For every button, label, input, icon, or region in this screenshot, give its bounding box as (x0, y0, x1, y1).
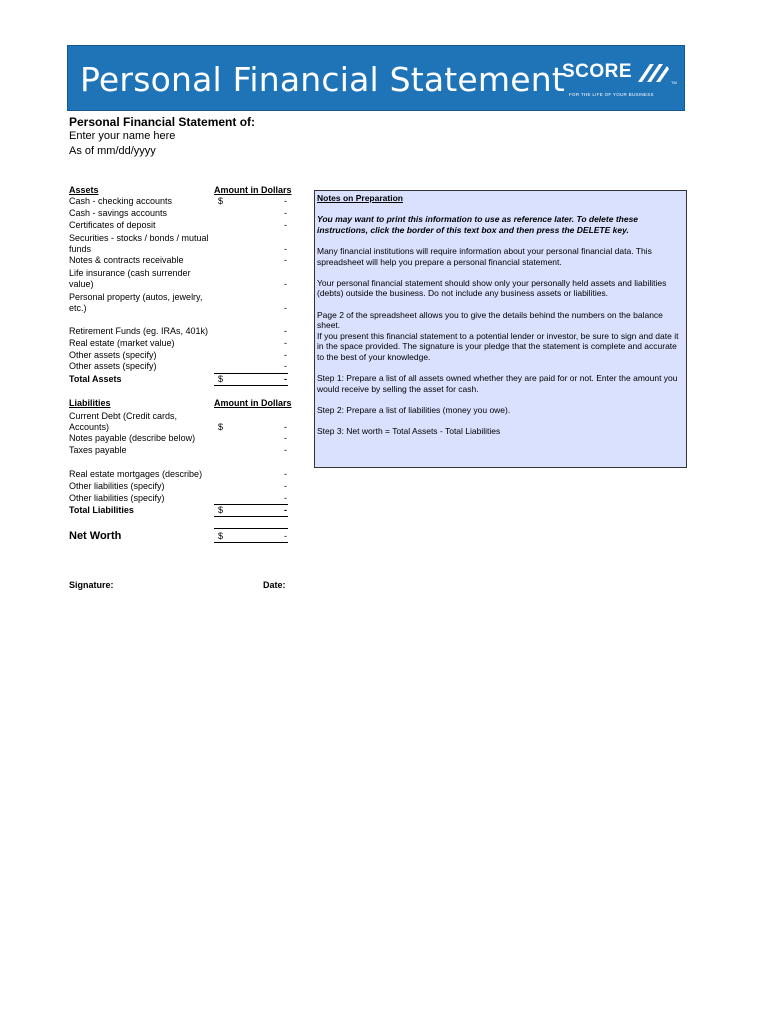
logo-word: SCORE (562, 61, 633, 82)
asset-row-value[interactable]: - (284, 361, 287, 371)
asset-row-value[interactable]: - (284, 220, 287, 230)
asset-row-label: Other assets (specify) (69, 350, 157, 360)
liability-row-value[interactable]: - (284, 422, 287, 432)
asset-row-value[interactable]: - (284, 255, 287, 265)
asset-row-label: Securities - stocks / bonds / mutual funds (69, 233, 209, 254)
liability-row-value[interactable]: - (284, 481, 287, 491)
asset-row-value[interactable]: - (284, 279, 287, 289)
asset-row-label: Personal property (autos, jewelry, etc.) (69, 292, 203, 313)
asset-row-label: Other assets (specify) (69, 361, 157, 371)
notes-paragraph: Page 2 of the spreadsheet allows you to give the details behind the numbers on the balance sheet. (317, 309, 663, 331)
liability-row-label: Other liabilities (specify) (69, 493, 165, 503)
logo-slashes-icon (630, 60, 670, 84)
name-field[interactable]: Enter your name here (69, 130, 176, 142)
date-label: Date: (263, 580, 286, 590)
notes-step: Step 3: Net worth = Total Assets - Total Liabilities (317, 426, 501, 437)
logo-tagline: FOR THE LIFE OF YOUR BUSINESS (569, 92, 654, 97)
liabilities-amount-header: Amount in Dollars (214, 398, 292, 408)
total-rule (214, 385, 288, 386)
notes-paragraph: Many financial institutions will require information about your personal financial data. This spreadsheet will help you prepare a personal financial statement. (317, 245, 652, 267)
asset-row-value[interactable]: - (284, 338, 287, 348)
asset-row-value[interactable]: - (284, 303, 287, 313)
liability-row-value[interactable]: - (284, 493, 287, 503)
currency-symbol: $ (218, 374, 224, 384)
date-field[interactable]: As of mm/dd/yyyy (69, 145, 156, 157)
title-banner (67, 45, 685, 111)
currency-symbol: $ (218, 505, 224, 515)
notes-text-box[interactable] (314, 190, 687, 468)
assets-amount-header: Amount in Dollars (214, 185, 292, 195)
logo-trademark: TM (671, 80, 677, 85)
liability-row-label: Real estate mortgages (describe) (69, 469, 203, 479)
liability-row-label: Taxes payable (69, 445, 127, 455)
asset-row-value[interactable]: - (284, 326, 287, 336)
liability-row-label: Current Debt (Credit cards, Accounts) (69, 411, 178, 432)
liability-row-label: Other liabilities (specify) (69, 481, 165, 491)
currency-symbol: $ (218, 531, 224, 541)
currency-symbol: $ (218, 422, 224, 432)
asset-row-value[interactable]: - (284, 350, 287, 360)
total-assets-value: - (284, 374, 287, 384)
currency-symbol: $ (218, 196, 224, 206)
asset-row-label: Notes & contracts receivable (69, 255, 184, 265)
total-liabilities-label: Total Liabilities (69, 505, 134, 515)
notes-title: Notes on Preparation (317, 193, 403, 203)
notes-paragraph: Your personal financial statement should show only your personally held assets and liabilities (debts) outside the business. Do not include any business assets or liabilities. (317, 277, 667, 299)
statement-heading: Personal Financial Statement of: (69, 115, 256, 129)
asset-row-label: Cash - checking accounts (69, 196, 173, 206)
asset-row-value[interactable]: - (284, 196, 287, 206)
net-worth-rule (214, 542, 288, 543)
total-rule (214, 373, 288, 374)
asset-row-label: Cash - savings accounts (69, 208, 168, 218)
total-rule (214, 516, 288, 517)
notes-step: Step 1: Prepare a list of all assets owned whether they are paid for or not. Enter the amount you would receive by selling the asset for cash. (317, 373, 678, 394)
liability-row-value[interactable]: - (284, 469, 287, 479)
net-worth-label: Net Worth (69, 530, 122, 542)
net-worth-value: - (284, 531, 287, 541)
notes-step: Step 2: Prepare a list of liabilities (money you owe). (317, 404, 511, 415)
signature-label: Signature: (69, 580, 114, 590)
liability-row-label: Notes payable (describe below) (69, 433, 196, 443)
asset-row-label: Retirement Funds (eg. IRAs, 401k) (69, 326, 209, 336)
liability-row-value[interactable]: - (284, 445, 287, 455)
asset-row-label: Real estate (market value) (69, 338, 175, 348)
net-worth-rule (214, 528, 288, 529)
asset-row-value[interactable]: - (284, 208, 287, 218)
asset-row-label: Life insurance (cash surrender value) (69, 268, 191, 289)
page-title: Personal Financial Statement (80, 60, 566, 99)
notes-instruction: You may want to print this information to use as reference later. To delete these instructions, click the border of this text box and then press the DELETE key. (317, 214, 639, 235)
score-logo (562, 59, 678, 101)
liability-row-value[interactable]: - (284, 433, 287, 443)
asset-row-value[interactable]: - (284, 244, 287, 254)
asset-row-label: Certificates of deposit (69, 220, 156, 230)
total-assets-label: Total Assets (69, 374, 122, 384)
notes-paragraph: If you present this financial statement to a potential lender or investor, be sure to sign and date it in the space provided. The signature is your pledge that the statement is complete and accurate to the best of your knowledge. (317, 330, 679, 362)
liabilities-header: Liabilities (69, 398, 111, 408)
assets-header: Assets (69, 185, 99, 195)
total-liabilities-value: - (284, 505, 287, 515)
total-rule (214, 504, 288, 505)
